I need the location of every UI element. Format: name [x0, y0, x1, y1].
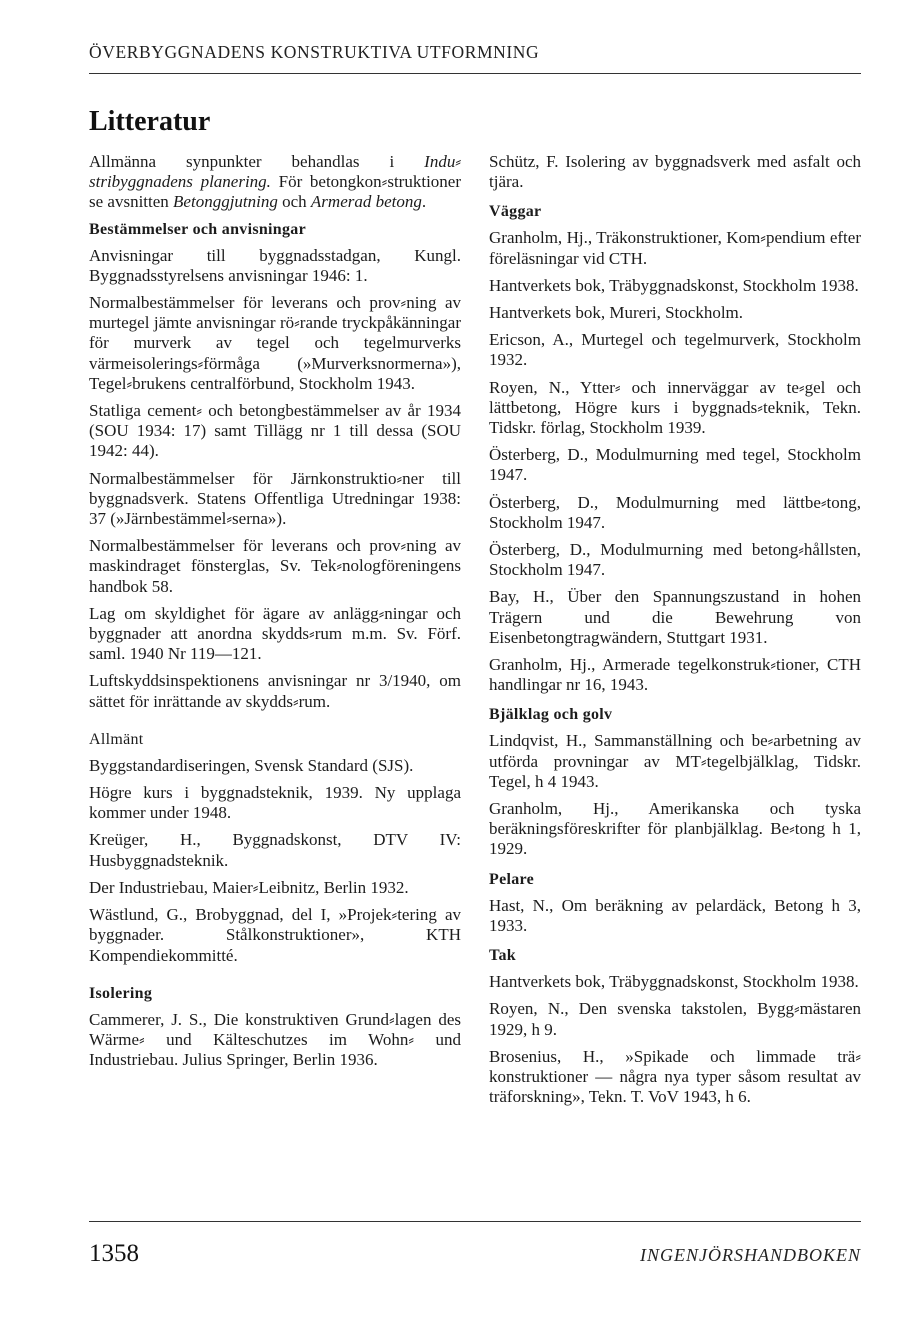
reference-entry: Normalbestämmelser för leverans och prov⸗ning av murtegel jämte anvisningar rö⸗rande tryckpåkänningar för murverk av tegel och tegelmurverks värmeisolerings⸗förmåga (»Murverksnormerna»), Tegel⸗brukens centralförbund, Stockholm 1943. [89, 293, 461, 393]
reference-entry: Anvisningar till byggnadsstadgan, Kungl. Byggnadsstyrelsens anvisningar 1946: 1. [89, 245, 461, 285]
intro-text: För betongkon⸗struktioner se avsnitten [89, 172, 462, 212]
intro-text: och [277, 192, 311, 212]
intro-text: Allmänna synpunkter behandlas i [89, 152, 425, 171]
reference-entry: Hantverkets bok, Träbyggnadskonst, Stockholm 1938. [489, 972, 859, 992]
reference-entry: Normalbestämmelser för leverans och prov⸗ning av maskindraget fönsterglas, Sv. Tek⸗nologföreningens handbok 58. [89, 536, 461, 596]
intro-text: . [421, 192, 427, 212]
reference-entry: Österberg, D., Modulmurning med lättbe⸗tong, Stockholm 1947. [489, 492, 861, 532]
reference-entry: Granholm, Hj., Träkonstruktioner, Kom⸗pendium efter föreläsningar vid CTH. [489, 228, 861, 268]
header-rule [89, 73, 861, 74]
reference-entry: Byggstandardiseringen, Svensk Standard (SJS). [89, 755, 414, 775]
running-head: ÖVERBYGGNADENS KONSTRUKTIVA UTFORMNING [89, 42, 540, 62]
right-column [489, 152, 861, 1114]
reference-entry: Wästlund, G., Brobyggnad, del I, »Projek⸗tering av byggnader. Stålkonstruktioner», KTH Kompendiekommitté. [89, 905, 461, 965]
section-heading-bestammelser: Bestämmelser och anvisningar [89, 220, 306, 238]
intro-ref-industribyggnadens: Indu⸗stribyggnadens planering. [89, 152, 461, 192]
reference-entry: Hast, N., Om beräkning av pelardäck, Betong h 3, 1933. [489, 895, 861, 935]
page-number: 1358 [89, 1240, 139, 1267]
intro-ref-betonggjutning: Betonggjutning [173, 192, 278, 212]
book-title: INGENJÖRSHANDBOKEN [640, 1245, 861, 1265]
reference-entry: Brosenius, H., »Spikade och limmade trä⸗konstruktioner — några nya typer såsom resultat av träforskning», Tekn. T. VoV 1943, h 6. [489, 1046, 861, 1107]
footer-rule [89, 1221, 861, 1222]
reference-entry: Royen, N., Den svenska takstolen, Bygg⸗mästaren 1929, h 9. [489, 999, 861, 1039]
reference-entry: Cammerer, J. S., Die konstruktiven Grund⸗lagen des Wärme⸗ und Kälteschutzes im Wohn⸗ und Industriebau. Julius Springer, Berlin 1936. [89, 1009, 461, 1070]
reference-entry: Granholm, Hj., Amerikanska och tyska beräkningsföreskrifter för planbjälklag. Be⸗tong h 1, 1929. [489, 799, 861, 859]
reference-entry: Normalbestämmelser för Järnkonstruktio⸗ner till byggnadsverk. Statens Offentliga Utredningar 1938: 37 (»Järnbestämmel⸗serna»). [89, 468, 461, 529]
reference-entry: Granholm, Hj., Armerade tegelkonstruk⸗tioner, CTH handlingar nr 16, 1943. [489, 655, 861, 695]
page-title: Litteratur [89, 106, 211, 137]
reference-entry: Ericson, A., Murtegel och tegelmurverk, Stockholm 1932. [489, 330, 861, 370]
reference-entry: Österberg, D., Modulmurning med tegel, Stockholm 1947. [489, 445, 861, 485]
reference-entry: Royen, N., Ytter⸗ och innerväggar av te⸗gel och lättbetong, Högre kurs i byggnads⸗teknik, Tekn. Tidskr. förlag, Stockholm 1939. [489, 377, 861, 438]
intro-paragraph [89, 152, 461, 213]
reference-entry: Hantverkets bok, Mureri, Stockholm. [489, 303, 744, 323]
reference-entry: Bay, H., Über den Spannungszustand in hohen Trägern und die Bewehrung von Eisenbetongtragwändern, Stuttgart 1931. [489, 587, 861, 647]
reference-entry: Statliga cement⸗ och betongbestämmelser av år 1934 (SOU 1934: 17) samt Tillägg nr 1 till dessa (SOU 1942: 44). [89, 401, 461, 461]
reference-entry: Lag om skyldighet för ägare av anlägg⸗ningar och byggnader att anordna skydds⸗rum m.m. Sv. Förf. saml. 1940 Nr 119—121. [89, 603, 461, 664]
reference-entry: Der Industriebau, Maier⸗Leibnitz, Berlin 1932. [89, 877, 409, 897]
reference-entry: Schütz, F. Isolering av byggnadsverk med asfalt och tjära. [489, 152, 861, 192]
left-column [89, 152, 461, 1077]
section-heading-bjalklag: Bjälklag och golv [489, 706, 613, 724]
section-heading-vaggar: Väggar [489, 203, 542, 221]
reference-entry: Lindqvist, H., Sammanställning och be⸗arbetning av utförda provningar av MT⸗tegelbjälklag, Tidskr. Tegel, h 4 1943. [489, 731, 861, 791]
reference-entry: Hantverkets bok, Träbyggnadskonst, Stockholm 1938. [489, 275, 859, 295]
reference-entry: Kreüger, H., Byggnadskonst, DTV IV: Husbyggnadsteknik. [89, 830, 461, 870]
intro-ref-armerad-betong: Armerad betong [310, 192, 422, 212]
reference-entry: Luftskyddsinspektionens anvisningar nr 3/1940, om sättet för inrättande av skydds⸗rum. [89, 671, 461, 711]
section-heading-isolering: Isolering [89, 984, 153, 1002]
section-heading-pelare: Pelare [489, 870, 535, 888]
reference-entry: Österberg, D., Modulmurning med betong⸗hållsten, Stockholm 1947. [489, 540, 861, 580]
reference-entry: Högre kurs i byggnadsteknik, 1939. Ny upplaga kommer under 1948. [89, 783, 461, 823]
section-heading-allmant: Allmänt [89, 730, 144, 748]
section-heading-tak: Tak [489, 947, 517, 965]
